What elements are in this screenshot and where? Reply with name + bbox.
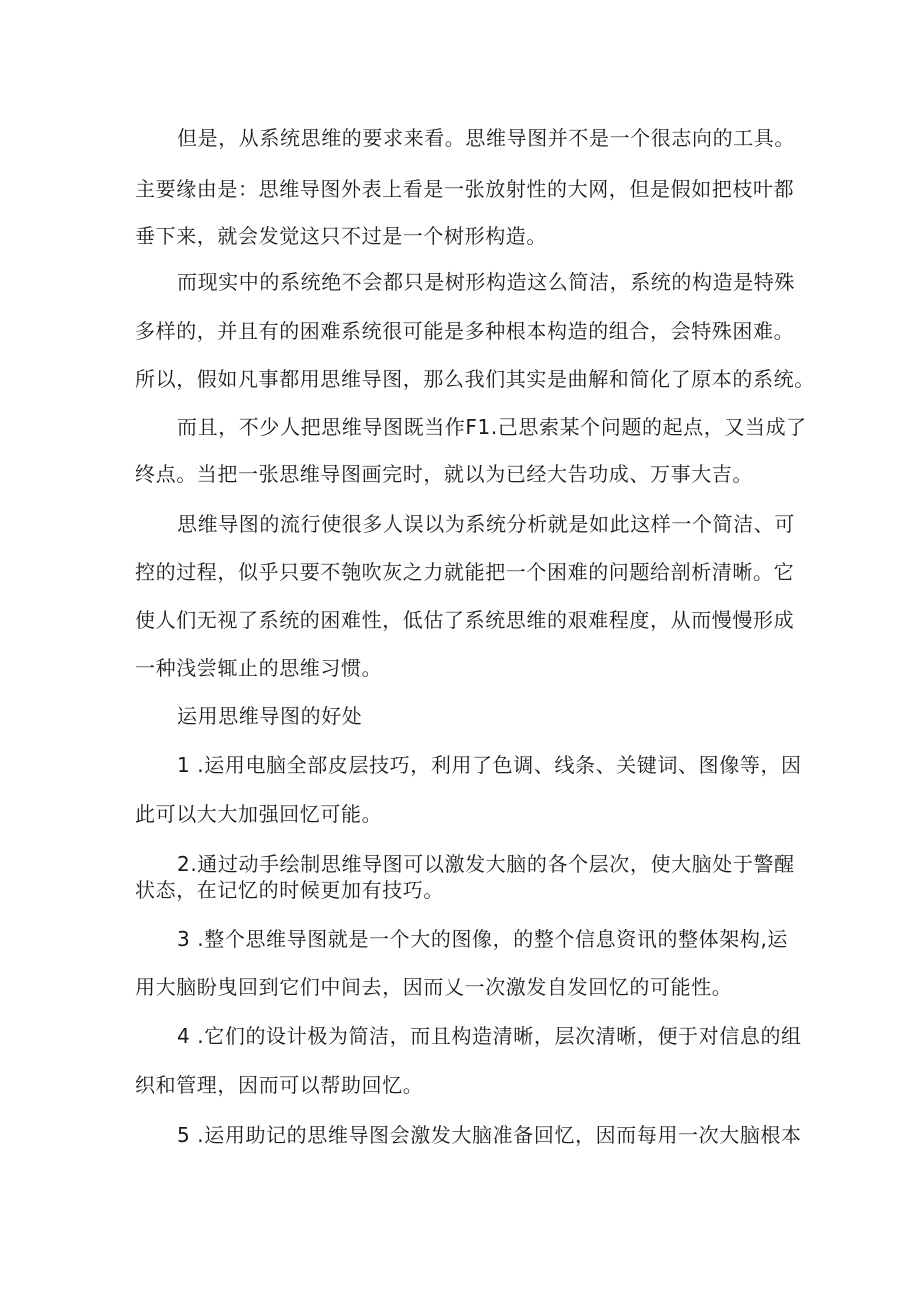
list-item-1-line-2: 此可以大大加强回忆可能。	[135, 802, 383, 826]
paragraph-1-line-2: 主要缘由是：思维导图外表上看是一张放射性的大网，但是假如把枝叶都	[135, 177, 795, 201]
list-item-2-line-2: 状态，在记忆的时候更加有技巧。	[135, 878, 444, 902]
paragraph-4-line-2: 控的过程，似乎只要不匏吹灰之力就能把一个困难的问题给剖析清晰。它	[135, 560, 795, 584]
section-heading: 运用思维导图的好处	[177, 704, 363, 728]
paragraph-4-line-3: 使人们无视了系统的困难性，低估了系统思维的艰难程度，从而慢慢形成	[135, 608, 795, 632]
paragraph-1-line-1: 但是，从系统思维的要求来看。思维导图并不是一个很志向的工具。	[177, 126, 795, 150]
list-item-5-line-1: 5 .运用助记的思维导图会激发大脑准备回忆，因而每用一次大脑根本	[177, 1123, 802, 1147]
list-item-3-line-1: 3 .整个思维导图就是一个大的图像，的整个信息资讯的整体架构,运	[177, 927, 788, 951]
paragraph-3-line-1: 而且，不少人把思维导图既当作F1.己思索某个问题的起点，又当成了	[177, 415, 807, 439]
paragraph-2-line-2: 多样的，并且有的困难系统很可能是多种根本构造的组合，会特殊困难。	[135, 319, 795, 343]
paragraph-2-line-3: 所以，假如凡事都用思维导图，那么我们其实是曲解和简化了原本的系统。	[135, 367, 815, 391]
list-item-4-line-2: 织和管理，因而可以帮助回忆。	[135, 1073, 424, 1097]
paragraph-4-line-4: 一种浅尝辄止的思维习惯。	[135, 656, 383, 680]
list-item-2-line-1: 2.通过动手绘制思维导图可以激发大脑的各个层次，使大脑处于警醒	[177, 852, 795, 876]
list-item-1-line-1: 1 .运用电脑全部皮层技巧，利用了色调、线条、关键词、图像等，因	[177, 753, 802, 777]
paragraph-1-line-3: 垂下来，就会发觉这只不过是一个树形构造。	[135, 224, 547, 248]
paragraph-4-line-1: 思维导图的流行使很多人误以为系统分析就是如此这样一个简洁、可	[177, 512, 795, 536]
paragraph-3-line-2: 终点。当把一张思维导图画完时，就以为已经大告功成、万事大吉。	[135, 462, 753, 486]
paragraph-2-line-1: 而现实中的系统绝不会都只是树形构造这么简洁，系统的构造是特殊	[177, 270, 795, 294]
list-item-4-line-1: 4 .它们的设计极为简洁，而且构造清晰，层次清晰，便于对信息的组	[177, 1024, 802, 1048]
list-item-3-line-2: 用大脑盼曳回到它们中间去，因而乂一次激发自发回忆的可能性。	[135, 975, 733, 999]
